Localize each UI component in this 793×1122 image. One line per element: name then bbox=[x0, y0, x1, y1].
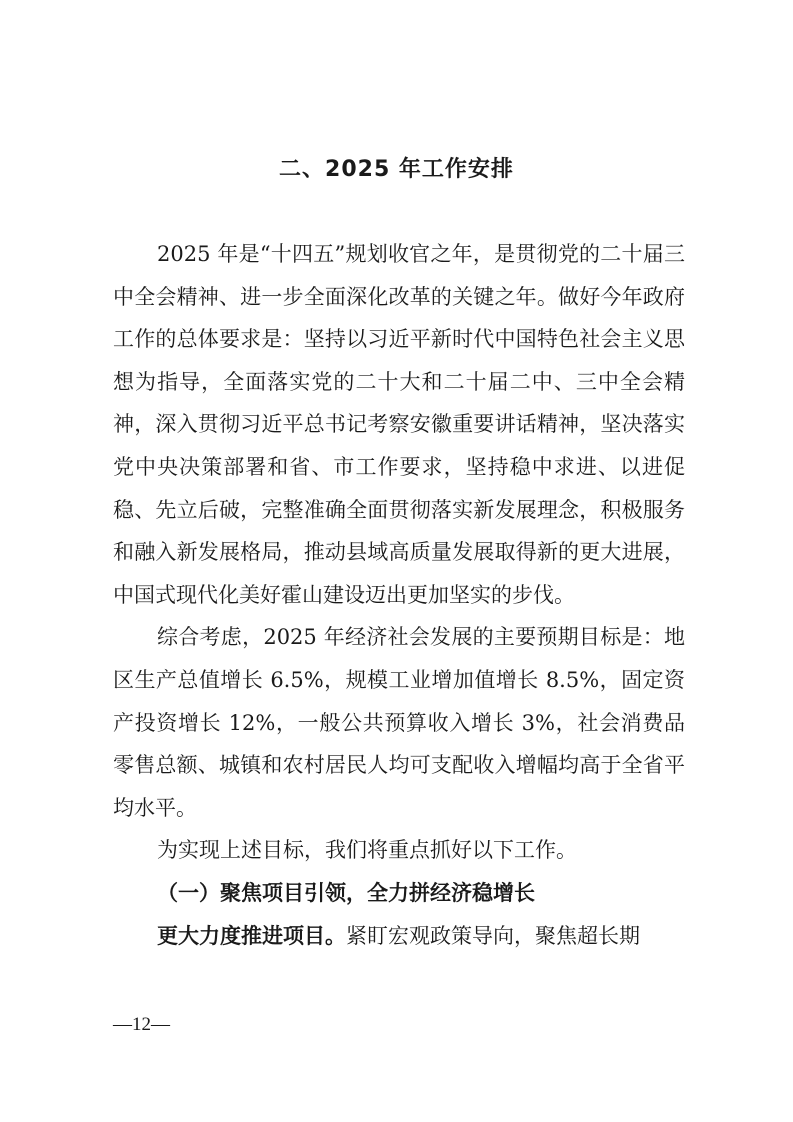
page-number: —12— bbox=[113, 1014, 170, 1035]
paragraph-run-in-heading: 更大力度推进项目。 bbox=[157, 923, 346, 948]
paragraph-expected-targets: 综合考虑，2025 年经济社会发展的主要预期目标是：地区生产总值增长 6.5%，规模工业增加值增长 8.5%，固定资产投资增长 12%，一般公共预算收入增长 3%，社会消费品零售总额、城镇和农村居民人均可支配收入增幅均高于全省平均水平。 bbox=[113, 625, 685, 820]
body-text bbox=[113, 233, 685, 957]
paragraph-run-in-text: 紧盯宏观政策导向，聚焦超长期 bbox=[346, 923, 640, 948]
paragraph-project-promotion bbox=[113, 915, 685, 958]
subheading-project-focus: （一）聚焦项目引领，全力拼经济稳增长 bbox=[157, 880, 535, 905]
section-title: 二、2025 年工作安排 bbox=[279, 157, 514, 182]
paragraph-transition: 为实现上述目标，我们将重点抓好以下工作。 bbox=[157, 838, 577, 863]
paragraph-annual-overview: 2025 年是“十四五”规划收官之年，是贯彻党的二十届三中全会精神、进一步全面深化改革的关键之年。做好今年政府工作的总体要求是：坚持以习近平新时代中国特色社会主义思想为指导，全面落实党的二十大和二十届二中、三中全会精神，深入贯彻习近平总书记考察安徽重要讲话精神，坚决落实党中央决策部署和省、市工作要求，坚持稳中求进、以进促稳、先立后破，完整准确全面贯彻落实新发展理念，积极服务和融入新发展格局，推动县域高质量发展取得新的更大进展，中国式现代化美好霍山建设迈出更加坚实的步伐。 bbox=[113, 242, 685, 607]
